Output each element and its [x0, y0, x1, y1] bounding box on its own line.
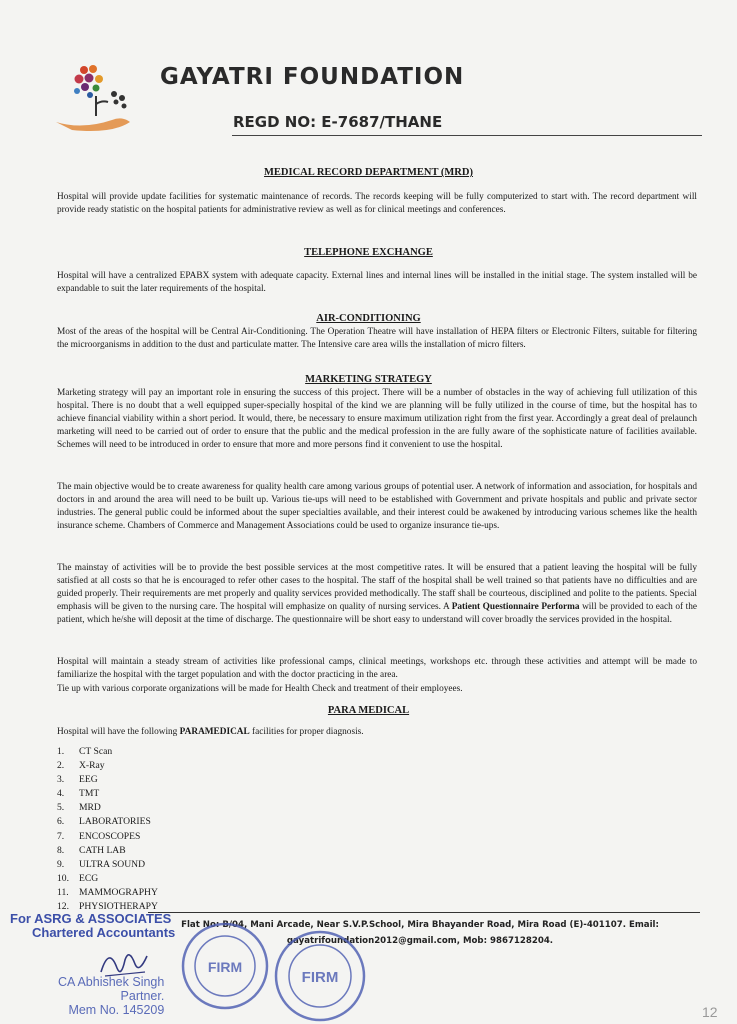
section-heading-marketing: MARKETING STRATEGY [305, 374, 432, 385]
list-item [57, 759, 158, 773]
section-heading-air-conditioning: AIR-CONDITIONING [316, 313, 421, 324]
list-item-label: ECG [79, 872, 99, 884]
list-item [57, 745, 158, 759]
marketing-paragraph-4: Hospital will maintain a steady stream of activities like professional camps, clinical meetings, workshops etc. through these activities and attempt will be made to familiarize the hospital with the target population and with the doctor practicing in the area. [57, 657, 697, 680]
list-item [57, 886, 158, 900]
list-item-label: CATH LAB [79, 844, 126, 856]
list-item-number: 12. [57, 901, 69, 913]
auditor-stamp [10, 912, 175, 940]
paramedical-facilities-list [57, 745, 158, 914]
list-item-label: TMT [79, 788, 100, 800]
footer-address-line-2: gayatrifoundation2012@gmail.com, Mob: 9867128204. [286, 936, 554, 946]
stamp-firm-name: For ASRG & ASSOCIATES [10, 911, 172, 926]
marketing-paragraph-2: The main objective would be to create awareness for quality health care among various groups of potential user. A network of information and association, for hospitals and doctors in and around the area will need to be built up. Various tie-ups will need to be established with Government and private hospitals and public and private sector industries. The general public could be informed about the super specialties available, and their interest could be awakened by introducing various schemes like the health insurance scheme. Chambers of Commerce and Management Associations could be used to organize insurance tie-ups. [57, 482, 697, 531]
seal-left-text: FIRM [207, 959, 243, 975]
list-item-label: MAMMOGRAPHY [79, 886, 158, 898]
header-divider [232, 135, 702, 136]
list-item-number: 1. [57, 746, 65, 757]
list-item [57, 815, 158, 829]
list-item-number: 3. [57, 774, 65, 786]
marketing-paragraph-1: Marketing strategy will pay an important role in ensuring the success of this project. There will be a number of obstacles in the way of achieving full utilization of this hospital. There is no doubt that a well equipped super-specially hospital of the kind we are planning will be fully utilized in the course of time, but the hospital has to achieve financial viability within a short period. It would, there, be necessary to ensure maximum utilization right from the first year. Accordingly a great deal of prelaunch marketing will need to be carried out of order to ensure that the public and the medical profession in the are fully aware of the sophisticate nature of facilities available. Schemes will need to be introduced in order to ensure that more and more persons find it convenient to use the hospital. [57, 388, 697, 450]
seal-left [183, 924, 267, 1008]
paramedical-intro-part-b: facilities for proper diagnosis. [249, 727, 364, 737]
stamp-partner-name: CA Abhishek Singh [58, 975, 165, 989]
paramedical-term: PARAMEDICAL [179, 727, 250, 737]
paramedical-intro-part-a: Hospital will have the following [57, 727, 180, 737]
firm-seal-stamps [170, 918, 380, 1024]
list-item-number: 4. [57, 788, 65, 800]
footer-divider [148, 912, 700, 913]
list-item [57, 773, 158, 787]
seal-right-text: FIRM [301, 969, 339, 986]
marketing-paragraph-3-part-a: The mainstay of activities will be to provide the best possible services at the most competitive rates. It will be ensured that a patient leaving the hospital will be fully satisfied at all costs so that he is encouraged to refer other cases to the hospital. The staff of the hospital shall be well trained so that patients have no difficulties and are guided properly. Their requirements are met properly and quality services provided methodically. The staff shall be courteous, disciplined and polite to the patients. Special emphasis will be given to the nursing care. The hospital will emphasize on quality of nursing services. A [57, 563, 697, 612]
list-item [57, 787, 158, 801]
page-number: 12 [702, 1004, 718, 1020]
list-item [57, 830, 158, 844]
marketing-paragraph-3 [57, 562, 697, 627]
list-item-number: 2. [57, 760, 65, 772]
list-item-label: CT Scan [79, 746, 113, 757]
list-item-number: 7. [57, 830, 65, 842]
patient-questionnaire-term: Patient Questionnaire Performa [451, 601, 580, 612]
list-item [57, 844, 158, 858]
list-item-label: ULTRA SOUND [79, 858, 146, 870]
list-item [57, 872, 158, 886]
list-item-number: 5. [57, 802, 65, 814]
list-item-number: 6. [57, 816, 65, 828]
footer-address-line-1: Flat No: B/04, Mani Arcade, Near S.V.P.School, Mira Bhayander Road, Mira Road (E)-401107. Email: [181, 920, 659, 930]
list-item-number: 10. [57, 872, 69, 884]
organization-name: GAYATRI FOUNDATION [160, 64, 465, 90]
section-body-telephone: Hospital will have a centralized EPABX system with adequate capacity. External lines and internal lines will be installed in the initial stage. The system installed will be expandable to suit the later requirements of the hospital. [57, 271, 697, 294]
list-item-label: MRD [79, 802, 101, 814]
list-item-label: PHYSIOTHERAPY [79, 901, 158, 913]
marketing-paragraph-3-part-b: will be provided to each of the patient, which he/she will deposit at the time of discharge. The questionnaire will be short easy to understand will cover broadly the services provided in the hospital. [57, 601, 698, 625]
list-item-label: ENCOSCOPES [79, 830, 141, 842]
seal-right [276, 932, 364, 1020]
list-item-number: 9. [57, 858, 65, 870]
marketing-paragraph-5: Tie up with various corporate organizations will be made for Health Check and treatment of their employees. [57, 684, 463, 694]
list-item-label: EEG [79, 774, 98, 786]
stamp-firm-designation: Chartered Accountants [32, 925, 176, 940]
list-item-number: 8. [57, 844, 65, 856]
paramedical-intro [57, 726, 697, 739]
stamp-membership-number: Mem No. 145209 [68, 1003, 165, 1017]
section-heading-paramedical: PARA MEDICAL [327, 705, 410, 716]
list-item-label: LABORATORIES [79, 816, 151, 828]
stamp-partner-title: Partner. [120, 989, 165, 1003]
list-item [57, 801, 158, 815]
section-body-air-conditioning: Most of the areas of the hospital will be Central Air-Conditioning. The Operation Theatre will have installation of HEPA filters or Electronic Filters, suitable for filtering the microorganisms in addition to the dust and particulate matter. The Intensive care area wills the installation of micro filters. [57, 327, 697, 350]
list-item-label: X-Ray [79, 760, 105, 772]
list-item-number: 11. [57, 886, 69, 898]
section-heading-telephone: TELEPHONE EXCHANGE [304, 247, 433, 258]
section-heading-mrd: MEDICAL RECORD DEPARTMENT (MRD) [264, 167, 473, 178]
foundation-logo [52, 60, 140, 136]
stamp-partner-block [58, 975, 164, 1017]
section-body-mrd: Hospital will provide update facilities for systematic maintenance of records. The records keeping will be fully computerized to start with. The record department will provide ready statistic on the hospital patients for administrative review as well as for clinical meetings and conferences. [57, 192, 697, 215]
list-item [57, 858, 158, 872]
registration-number: REGD NO: E-7687/THANE [233, 113, 443, 131]
